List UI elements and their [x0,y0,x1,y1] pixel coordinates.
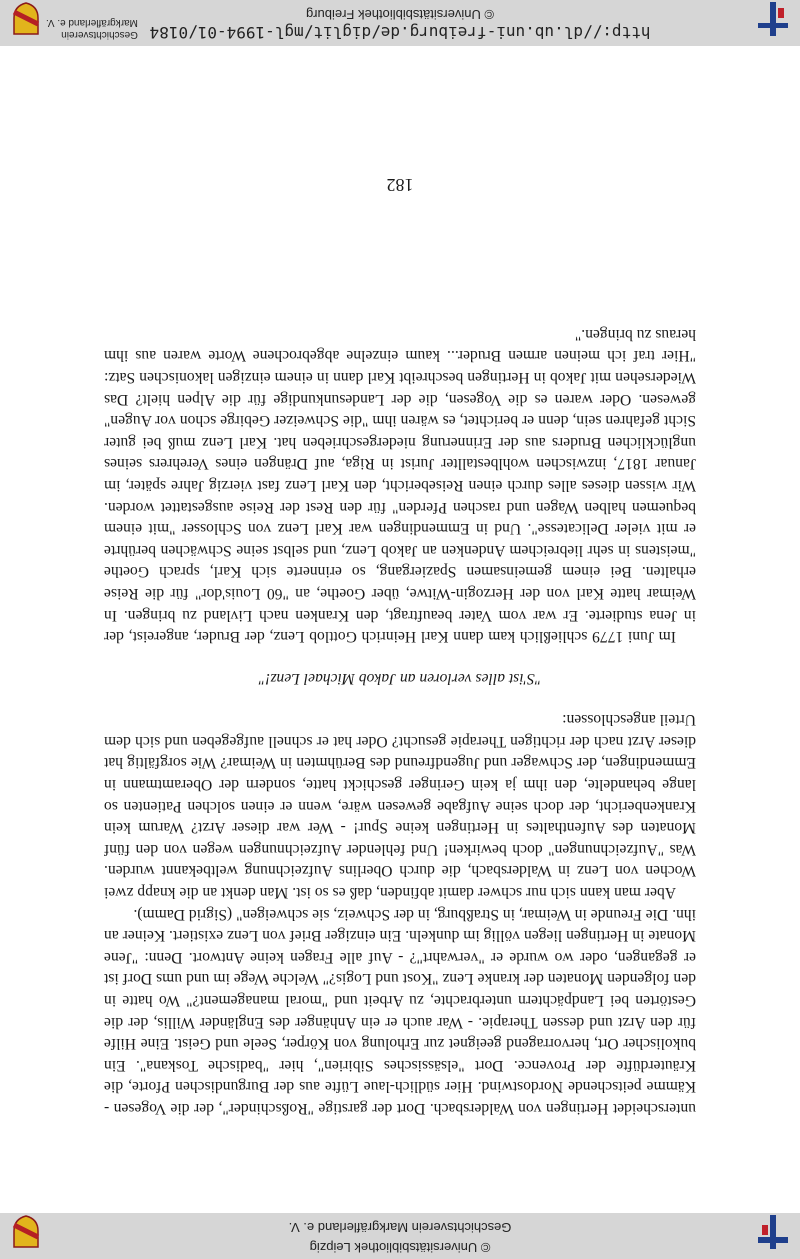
header-society: Geschichtsverein Markgräflerland e. V. [288,1220,512,1235]
footer-url[interactable]: http://dl.ub.uni-freiburg.de/diglit/mgl-1994-01/0184 [149,23,651,42]
society-crest-icon [12,1215,40,1249]
footer-society-line1: Geschichtsverein [61,29,138,40]
paragraph-1: unterscheidet Hertingen von Waldersbach. Dort der garstige "Roßschinder", der die Vogesen - Kämme peitschende Nordostwind. Hier südlich-laue Lüfte aus der Burgundischen Pforte, die Kräuterdüfte der Provence. Dort "elsässisches Sibirien", hier "badische Toskana". Ein bukolischer Ort, hervorragend geeignet zur Erholung von Körper, Seele und Geist. Eine Hilfe für den Arzt und dessen Therapie. - War auch er ein Anhänger des Engländer Willis, der die Gestörten bei Landpächtern unterbrachte, zu Arbeit und "moral management?" Wo hatte in den folgenden Monaten der kranke Lenz "Kost und Logis?" Welche Wege im und ums Dorf ist er gegangen, oder wo wurde er "verwahrt"? - Auf alle Fragen keine Antwort. Denn: "Jene Monate in Hertingen liegen völlig im dunkeln. Ein einziger Brief von Lenz existiert. Keiner an ihn. Die Freunde in Weimar, in Straßburg, in der Schweiz, sie schweigen" (Sigrid Damm). [104,905,696,1117]
ub-freiburg-logo-icon [758,2,788,36]
paragraph-2: Aber man kann sich nur schwer damit abfinden, daß es so ist. Man denkt an die knapp zwei Wochen von Lenz in Waldersbach, die durch Oberlins Aufzeichnung weltbekannt wurden. Was "Aufzeichnungen" doch bewirken! Und fehlender Aufzeichnungen wegen von den fünf Monaten des Aufenthaltes in Hertingen keine Spur! - Wer war dieser Arzt? Warum kein Krankenbericht, der doch seine Aufgabe gewesen wäre, wenn er einen solchen Patienten so lange behandelte, den ihm ja kein Geringer geschickt hatte, sondern der Oberamtmann in Emmendingen, der Schwager und Jugendfreund des Berühmten in Weimar? Wie sorgfältig hat dieser Arzt nach der richtigen Therapie gesucht? Oder hat er schnell aufgegeben und sich dem Urteil angeschlossen: [104,711,696,902]
header-band [0,1213,800,1259]
page-number: 182 [386,175,414,195]
footer-society-line2: Markgräflerland e. V. [46,17,138,28]
body-text [104,323,696,1119]
footer-band [0,0,800,46]
footer-credit: © Universitätsbibliothek Freiburg [305,7,495,22]
header-credit: © Universitätsbibliothek Leipzig [309,1240,491,1255]
section-heading: "S'ist alles verloren an Jakob Michael Lenz!" [258,669,542,687]
paragraph-3: Im Juni 1779 schließlich kam dann Karl Heinrich Gottlob Lenz, der Bruder, angereist, der in Jena studierte. Er war vom Vater beauftragt, den Kranken nach Livland zu bringen. In Weimar hatte Karl von der Herzogin-Witwe, über Goethe, an "60 Louis'dor" für die Reise erhalten. Bei einem gemeinsamen Spaziergang, so erinnerte sich Karl, sprach Goethe "meistens in sehr liebreichem Andenken an Jakob Lenz, und selbst seine Schwächen berührte er mit vieler Delicatesse". Und in Emmendingen war Karl Lenz von Schlosser "mit einem bequemen halben Wagen und raschen Pferden" für den Rest der Reise ausgestattet worden. Wir wissen dieses alles durch einen Reisebericht, den Karl Lenz fast vierzig Jahre später, im Januar 1817, inzwischen wohlbestallter Jurist in Riga, auf Drängen eines Verehrers seines unglücklichen Bruders aus der Erinnerung niedergeschrieben hat. Karl Lenz muß bei guter Sicht gefahren sein, denn er berichtet, es wären ihm "die Schweizer Gebirge schon vor Augen" gewesen. Oder waren es die Vogesen, die der Landesunkundige für die Alpen hielt? Das Wiedersehen mit Jakob in Hertingen beschreibt Karl dann in einem einzigen lakonischen Satz: "Hier traf ich meinen armen Bruder... kaum einzelne abgebrochene Worte waren aus ihm heraus zu bringen." [104,325,696,646]
